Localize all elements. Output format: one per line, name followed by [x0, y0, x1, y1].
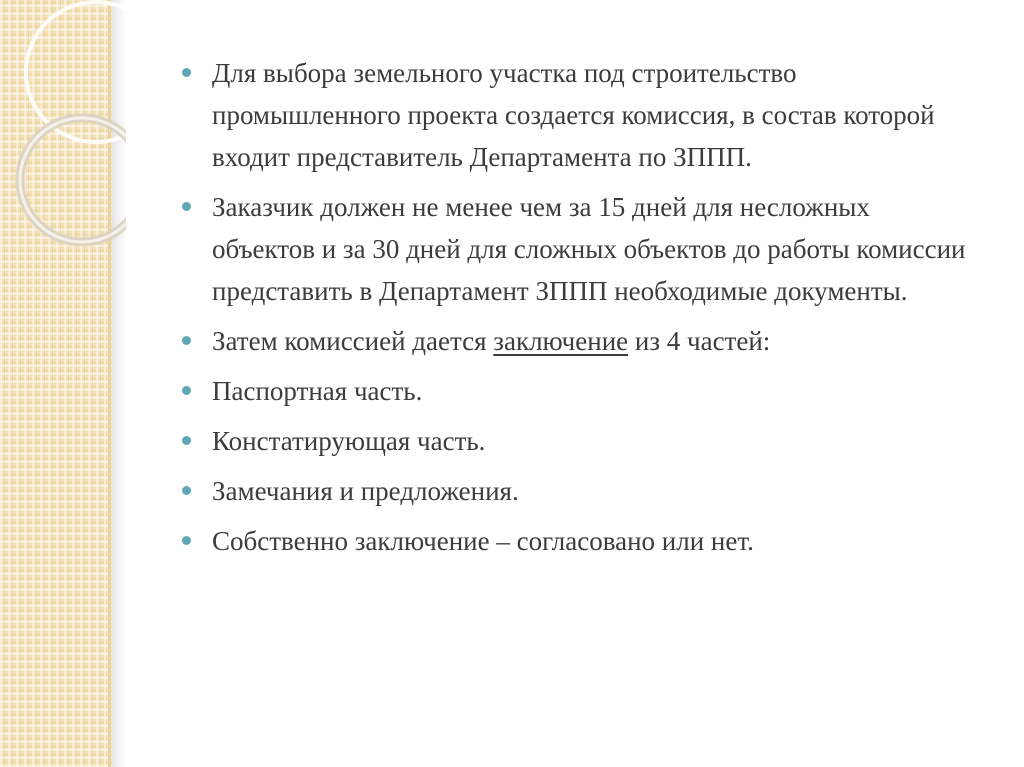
underlined-term: заключение: [493, 326, 629, 356]
slide-content: [175, 52, 975, 570]
bullet-list: [175, 52, 975, 562]
decorative-rings: [0, 0, 126, 300]
bullet-icon: [182, 336, 191, 345]
bullet-icon: [182, 486, 191, 495]
bullet-item: [175, 52, 975, 178]
bullet-text: Констатирующая часть.: [212, 426, 486, 456]
bullet-text: Замечания и предложения.: [212, 476, 519, 506]
bullet-item: [175, 420, 975, 462]
bullet-text: Заказчик должен не менее чем за 15 дней для несложных объектов и за 30 дней для сложных объектов до работы комиссии представить в Департамент ЗППП необходимые документы.: [212, 192, 966, 306]
bullet-icon: [182, 202, 191, 211]
bullet-item: [175, 470, 975, 512]
bullet-icon: [182, 68, 191, 77]
bullet-icon: [182, 436, 191, 445]
bullet-item: [175, 370, 975, 412]
bullet-item: [175, 320, 975, 362]
bullet-text-before: Затем комиссией дается: [212, 326, 494, 356]
bullet-text-after: из 4 частей:: [628, 326, 771, 356]
bullet-item: [175, 186, 975, 312]
bullet-text: Для выбора земельного участка под строительство промышленного проекта создается комиссия, в состав которой входит представитель Департамента по ЗППП.: [212, 58, 935, 172]
bullet-icon: [182, 386, 191, 395]
bullet-text: Собственно заключение – согласовано или нет.: [212, 526, 754, 556]
bullet-icon: [182, 536, 191, 545]
bullet-item: [175, 520, 975, 562]
bullet-text: Паспортная часть.: [212, 376, 423, 406]
